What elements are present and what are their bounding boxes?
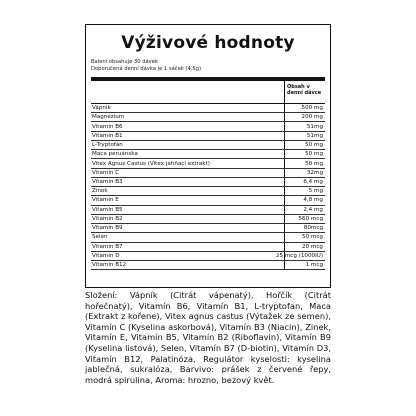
nutrient-value: 50 mg bbox=[284, 159, 325, 167]
nutrient-name: Vitamín B7 bbox=[92, 243, 123, 250]
nutrient-name: L-Tryptofán bbox=[92, 142, 123, 149]
nutrient-name: Selén bbox=[92, 234, 108, 241]
dose-note: Doporučená denní dávka je 1 sáček (4,5g) bbox=[91, 66, 202, 72]
nutrient-name: Vitamín E bbox=[92, 197, 119, 204]
table-row bbox=[91, 113, 325, 122]
nutrient-name: Zinok bbox=[92, 188, 108, 195]
nutrient-value: 50 mcg bbox=[284, 233, 325, 241]
table-row bbox=[91, 206, 325, 215]
column-header: Obsah v denní dávce bbox=[284, 81, 325, 103]
nutrient-value: 50 mg bbox=[284, 141, 325, 149]
table-row bbox=[91, 233, 325, 242]
nutrient-name: Vitamín B1 bbox=[92, 132, 123, 139]
nutrient-name: Vitamín B9 bbox=[92, 225, 123, 232]
nutrient-name: Vitamín B6 bbox=[92, 123, 123, 130]
nutrient-name: Vitamín B2 bbox=[92, 215, 123, 222]
package-note: Balení obsahuje 30 dávek bbox=[91, 59, 158, 65]
table-row bbox=[91, 261, 325, 270]
table-row bbox=[91, 215, 325, 224]
nutrient-name: Magnézium bbox=[92, 114, 125, 121]
nutrient-name: Vitamín C bbox=[92, 169, 120, 176]
table-row bbox=[91, 141, 325, 150]
header-empty-cell bbox=[91, 81, 284, 103]
table-row bbox=[91, 187, 325, 196]
table-row bbox=[91, 122, 325, 131]
nutrient-name: Vitamín B5 bbox=[92, 206, 123, 213]
table-row bbox=[91, 169, 325, 178]
nutrient-name: Vitamín B12 bbox=[92, 262, 127, 269]
table-row bbox=[91, 104, 325, 113]
table-row bbox=[91, 159, 325, 168]
table-row bbox=[91, 132, 325, 141]
nutrient-value: 20 mcg bbox=[284, 243, 325, 251]
nutrient-value: 80mcg bbox=[284, 224, 325, 232]
nutrient-value: 1 mcg bbox=[284, 261, 325, 269]
nutrient-value: 5 mg bbox=[284, 187, 325, 195]
table-row bbox=[91, 178, 325, 187]
nutrient-name: Maca peruánska bbox=[92, 151, 138, 158]
nutrient-name: Vitamín D bbox=[92, 252, 120, 259]
nutrition-table bbox=[91, 77, 325, 270]
nutrient-value: 50 mg bbox=[284, 150, 325, 158]
nutrient-name: Vitex Agnus Castus (Vitex jahňací extrakt) bbox=[92, 160, 210, 167]
table-row bbox=[91, 224, 325, 233]
nutrient-value: 200 mg bbox=[284, 113, 325, 121]
nutrient-value: 4,8 mg bbox=[284, 196, 325, 204]
nutrient-value: 500 mg bbox=[284, 104, 325, 112]
nutrient-value: 51mg bbox=[284, 122, 325, 130]
nutrient-value: 51mg bbox=[284, 132, 325, 140]
table-row bbox=[91, 196, 325, 205]
nutrient-name: Vápník bbox=[92, 105, 111, 112]
label-title: Výživové hodnoty bbox=[121, 33, 295, 53]
nutrient-value: 32mg bbox=[284, 169, 325, 177]
nutrient-name: Vitamín B3 bbox=[92, 178, 123, 185]
table-row bbox=[91, 252, 325, 261]
nutrition-label bbox=[85, 24, 331, 288]
nutrient-value: 2,4 mg bbox=[284, 206, 325, 214]
nutrient-value: 6,4 mg bbox=[284, 178, 325, 186]
nutrient-value: 560 mcg bbox=[284, 215, 325, 223]
nutrient-value: 25 mcg (1000IU) bbox=[275, 252, 323, 259]
table-body bbox=[91, 104, 325, 270]
table-header-row bbox=[91, 81, 325, 104]
ingredients-text: Složení: Vápník (Citrát vápenatý), Hořčík (Citrát hořečnatý), Vitamín B6, Vitamín B1, L-tryptofan, Maca (Extrakt z kořene), Vitex agnus castus (Výtažek ze semen), Vitamín C (Kyselina askorbová), Vitamín B3 (Niacin), Zinek, Vitamín E, Vitamín B5, Vitamín B2 (Riboflavin), Vitamín B9 (Kyselina listová), Selen, Vitamín B7 (D-biotin), Vitamín D3, Vitamín B12, Palatinóza, Regulátor kyselosti: kyselina jablečná, sukralóza, Barvivo: prášek z červené řepy, modrá spirulina, Aroma: hrozno, bezový květ. bbox=[85, 290, 331, 385]
table-row bbox=[91, 243, 325, 252]
table-row bbox=[91, 150, 325, 159]
